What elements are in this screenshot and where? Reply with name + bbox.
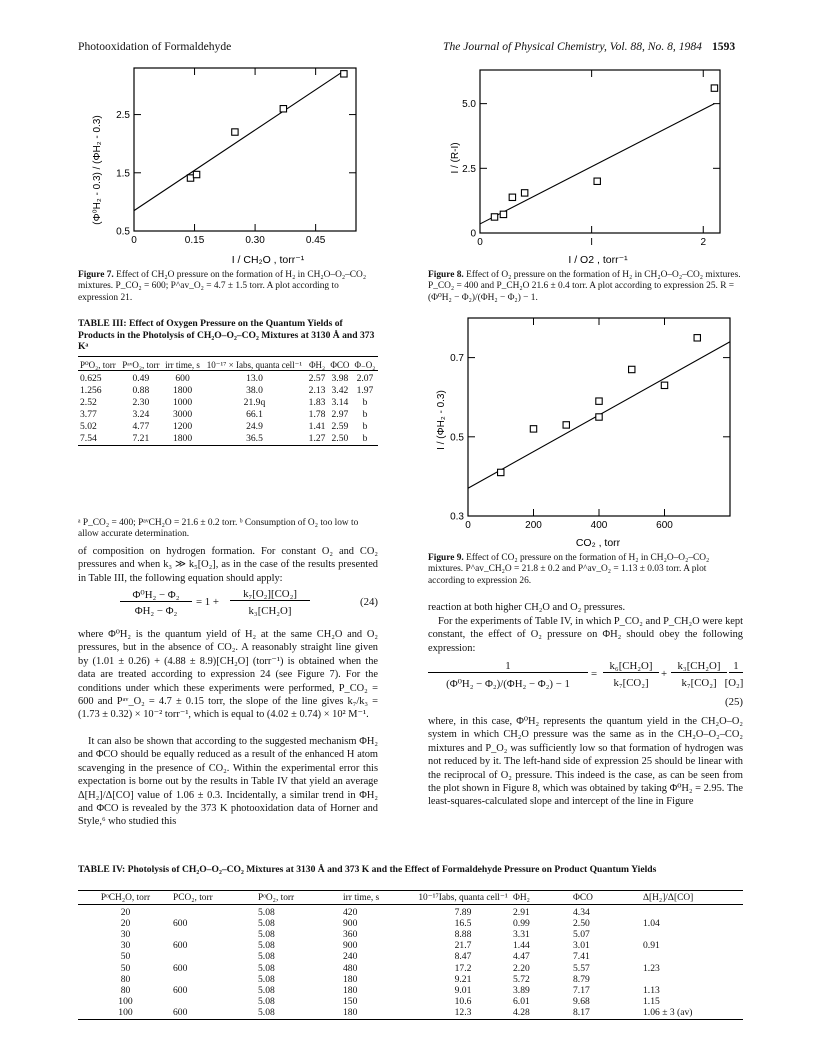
table-cell: 1.04 bbox=[643, 917, 660, 929]
x-tick-label: 600 bbox=[656, 520, 673, 531]
equation-24 bbox=[120, 588, 378, 624]
plot-frame bbox=[480, 70, 720, 233]
table-cell: 80 bbox=[120, 984, 131, 996]
table-cell: 1200 bbox=[172, 421, 193, 432]
table-cell: 100 bbox=[118, 1007, 133, 1019]
equation-25 bbox=[428, 660, 743, 714]
table-4-header-row bbox=[78, 893, 743, 904]
table-row bbox=[78, 974, 743, 985]
table-cell: 12.3 bbox=[454, 1007, 472, 1019]
eq25-lhs-den: (Φ⁰H₂ − Φ₂)/(ΦH₂ − Φ₂) − 1 bbox=[446, 678, 570, 690]
table-cell: 1.27 bbox=[308, 433, 326, 444]
table-cell: 0.88 bbox=[132, 385, 150, 396]
table-row bbox=[78, 985, 743, 996]
table-4-title: TABLE IV: Photolysis of CH₂O–O₂–CO₂ Mixtures at 3130 Å and 373 K and the Effect of Formaldehyde Pressure on Product Quantum Yields bbox=[78, 864, 657, 875]
figure-8-chart bbox=[428, 58, 743, 268]
y-tick-label: 5.0 bbox=[462, 99, 476, 111]
table-3-footnote: ᵃ P_CO₂ = 400; PᵃᵛCH₂O = 21.6 ± 0.2 torr. ᵇ Consumption of O₂ too low to allow accurate determination. bbox=[78, 518, 359, 540]
right-paragraph-1: reaction at both higher CH₂O and O₂ pressures. bbox=[428, 602, 626, 613]
table-row bbox=[78, 1007, 743, 1019]
table-cell: 4.47 bbox=[513, 951, 530, 963]
table-cell: 5.08 bbox=[258, 951, 275, 963]
running-head: Photooxidation of Formaldehyde bbox=[78, 40, 232, 53]
y-tick-label: 2.5 bbox=[116, 110, 130, 122]
eq24-denominator: ΦH₂ − Φ₂ bbox=[134, 605, 178, 617]
table-row bbox=[78, 421, 378, 433]
table-cell: 240 bbox=[343, 951, 358, 963]
figure-9-chart bbox=[428, 310, 743, 550]
eq25-t2-num: k₃[CH₂O] bbox=[671, 660, 727, 673]
data-point bbox=[187, 175, 193, 181]
table-cell: 5.07 bbox=[573, 928, 590, 940]
table-cell: 2.30 bbox=[132, 397, 150, 408]
table-cell: b bbox=[362, 409, 368, 420]
table-cell: 2.52 bbox=[80, 397, 97, 408]
eq25-t3-num: 1 bbox=[729, 660, 743, 673]
journal-citation: The Journal of Physical Chemistry, Vol. 88, No. 8, 1984 bbox=[443, 40, 702, 53]
y-tick-label: 0.5 bbox=[450, 432, 464, 444]
table-cell: 2.13 bbox=[308, 385, 326, 396]
table-cell: 3.24 bbox=[132, 409, 150, 420]
table-cell: 3.77 bbox=[80, 409, 97, 420]
page-number: 1593 bbox=[712, 40, 736, 53]
table-cell: 5.08 bbox=[258, 917, 275, 929]
table-cell bbox=[643, 951, 743, 962]
left-paragraph-1: of composition on hydrogen formation. For constant O₂ and CO₂ pressures and when k₃ ≫ k₅[O₂], as in the case of the results presented in Table III, the following equation should apply: bbox=[78, 546, 378, 584]
x-tick-label: 200 bbox=[525, 520, 542, 531]
figure-7-chart bbox=[78, 58, 378, 268]
table-cell: 20 bbox=[120, 906, 131, 918]
table-cell: 1800 bbox=[172, 385, 193, 396]
table-cell: 3.31 bbox=[513, 928, 530, 940]
table-cell: 2.59 bbox=[331, 421, 349, 432]
table-cell: 1.44 bbox=[513, 940, 530, 952]
table-cell: b bbox=[362, 433, 368, 444]
table-row bbox=[78, 996, 743, 1007]
table-cell: 2.20 bbox=[513, 962, 530, 974]
table-cell: 900 bbox=[343, 917, 358, 929]
table-cell bbox=[643, 929, 743, 940]
table-cell: 2.50 bbox=[573, 917, 590, 929]
table-cell: 50 bbox=[120, 962, 131, 974]
table-cell: 8.88 bbox=[454, 928, 472, 940]
table-cell: 480 bbox=[343, 962, 358, 974]
table-cell: b bbox=[362, 397, 368, 408]
table-cell: 5.08 bbox=[258, 962, 275, 974]
table-cell bbox=[173, 929, 258, 940]
table-cell bbox=[173, 974, 258, 985]
table-cell: 8.17 bbox=[573, 1007, 590, 1019]
table-cell: 360 bbox=[343, 928, 358, 940]
figure-9-caption: Figure 9. Effect of CO₂ pressure on the formation of H₂ in CH₂O–O₂–CO₂ mixtures. P^av_CH₂O = 21.8 ± 0.2 and P^av_O₂ = 1.13 ± 0.03 torr. A plot according to expression 26. bbox=[428, 553, 710, 586]
table-cell: 1.41 bbox=[308, 421, 326, 432]
t4-col-header: PᵒCH₂O, torr bbox=[100, 893, 151, 903]
table-cell: 3.01 bbox=[573, 940, 590, 952]
y-tick-label: 0.5 bbox=[116, 226, 130, 238]
eq24-number: (24) bbox=[360, 596, 378, 608]
table-cell: 36.5 bbox=[246, 433, 263, 444]
table-cell: 600 bbox=[173, 940, 188, 952]
table-cell: 180 bbox=[343, 984, 358, 996]
table-cell: 1.78 bbox=[308, 409, 326, 420]
eq25-t1-num: k₆[CH₂O] bbox=[603, 660, 659, 673]
table-cell: 1.13 bbox=[643, 984, 660, 996]
data-point bbox=[521, 190, 527, 196]
table-cell: 4.34 bbox=[573, 906, 590, 918]
data-point bbox=[280, 106, 286, 112]
eq25-lhs-num: 1 bbox=[428, 660, 588, 673]
table-cell: 7.54 bbox=[80, 433, 97, 444]
x-tick-label: 0 bbox=[465, 520, 471, 531]
eq24-frac-num: k₇[O₂][CO₂] bbox=[230, 588, 310, 601]
data-point bbox=[694, 335, 700, 341]
table-cell: 24.9 bbox=[246, 421, 263, 432]
table-cell: 4.77 bbox=[132, 421, 150, 432]
table-cell: 180 bbox=[343, 973, 358, 985]
table-cell: 7.17 bbox=[573, 984, 590, 996]
data-point bbox=[500, 211, 506, 217]
table-cell: 1800 bbox=[172, 433, 193, 444]
data-point bbox=[563, 422, 569, 428]
table-row bbox=[78, 918, 743, 929]
table-cell: 5.57 bbox=[573, 962, 590, 974]
t4-col-header: PCO₂, torr bbox=[173, 893, 213, 903]
fit-line bbox=[480, 104, 714, 224]
table-cell: 3000 bbox=[172, 409, 193, 420]
table-cell: 9.21 bbox=[454, 973, 472, 985]
table-cell: 4.28 bbox=[513, 1007, 530, 1019]
data-point bbox=[509, 194, 515, 200]
y-tick-label: 2.5 bbox=[462, 163, 476, 175]
table-cell: 8.79 bbox=[573, 973, 590, 985]
table-cell: 0.91 bbox=[643, 940, 660, 952]
data-point bbox=[193, 171, 199, 177]
eq24-equals: = 1 + bbox=[196, 596, 219, 608]
table-cell: 5.08 bbox=[258, 940, 275, 952]
x-tick-label: 2 bbox=[700, 237, 707, 248]
fig9-xlabel: CO₂ , torr bbox=[575, 537, 621, 549]
eq24-frac-den: k₃[CH₂O] bbox=[248, 605, 292, 617]
table-cell: 1.15 bbox=[643, 996, 660, 1008]
table-cell: 1000 bbox=[172, 397, 193, 408]
table-row bbox=[78, 409, 378, 421]
table-cell: 21.9q bbox=[243, 397, 266, 408]
table-cell: 900 bbox=[343, 940, 358, 952]
table-cell: 50 bbox=[120, 951, 131, 963]
table-cell bbox=[173, 904, 258, 918]
table-cell: 16.5 bbox=[454, 917, 472, 929]
data-point bbox=[498, 469, 504, 475]
table-cell: 5.08 bbox=[258, 973, 275, 985]
fit-line bbox=[134, 71, 344, 211]
t4-col-header: irr time, s bbox=[343, 893, 380, 903]
table-cell: 80 bbox=[120, 973, 131, 985]
table-row bbox=[78, 929, 743, 940]
right-paragraph-3: where, in this case, Φ⁰H₂ represents the quantum yield in the CH₂O–O₂ system in which CH₂O pressure was the same as in the CH₂O–O₂–CO₂ mixtures and P_O₂ was sufficiently low so that formation of hydrogen was not reduced by it. The left-hand side of expression 25 should be linear with the reciprocal of O₂ pressure. This indeed is the case, as can be seen from the plot shown in Figure 8, which was obtained by taking Φ⁰H₂ = 2.95. The least-squares-calculated slope and intercept of the line in Figure bbox=[428, 716, 743, 808]
table-4-rule-top bbox=[78, 890, 743, 891]
table-row bbox=[78, 963, 743, 974]
table-cell: 5.08 bbox=[258, 906, 275, 918]
table-cell: 2.50 bbox=[331, 433, 349, 444]
table-cell: 21.7 bbox=[454, 940, 472, 952]
t3-col-header: ΦH₂ bbox=[308, 360, 326, 370]
table-cell: 1.256 bbox=[80, 385, 102, 396]
eq24-numerator: Φ⁰H₂ − Φ₂ bbox=[120, 588, 192, 602]
table-cell: 600 bbox=[173, 984, 188, 996]
table-3-rule-top bbox=[78, 356, 378, 357]
table-cell: 7.89 bbox=[454, 906, 472, 918]
table-row bbox=[78, 371, 378, 386]
t3-col-header: 10⁻¹⁷ × Iabs, quanta cell⁻¹ bbox=[206, 360, 303, 370]
figure-7-caption: Figure 7. Effect of CH₂O pressure on the formation of H₂ in CH₂O–O₂–CO₂ mixtures. P_CO₂ = 600; P^av_O₂ = 4.7 ± 1.5 torr. A plot according to expression 21. bbox=[78, 270, 367, 303]
eq25-equals: = bbox=[591, 668, 598, 680]
table-cell: 600 bbox=[175, 373, 190, 384]
x-tick-label: 0.30 bbox=[245, 235, 265, 246]
t4-col-header: Δ[H₂]/Δ[CO] bbox=[643, 893, 694, 903]
table-cell: 600 bbox=[173, 917, 188, 929]
table-cell: 38.0 bbox=[246, 385, 263, 396]
y-tick-label: 1.5 bbox=[116, 168, 130, 180]
table-3-header-row bbox=[78, 360, 378, 371]
table-cell: 0.625 bbox=[80, 373, 102, 384]
table-3-title: TABLE III: Effect of Oxygen Pressure on the Quantum Yields of Products in the Photolysis of CH₂O–O₂–CO₂ Mixtures at 3130 Å and 373 Kᵃ bbox=[78, 318, 375, 353]
table-cell: 17.2 bbox=[454, 962, 472, 974]
table-cell: 5.08 bbox=[258, 1007, 275, 1019]
table-cell: 3.89 bbox=[513, 984, 530, 996]
table-cell: 0.99 bbox=[513, 917, 530, 929]
table-cell: 1.06 ± 3 (av) bbox=[643, 1007, 693, 1019]
table-cell: 7.41 bbox=[573, 951, 590, 963]
table-4 bbox=[78, 893, 743, 1020]
table-cell: 5.08 bbox=[258, 928, 275, 940]
data-point bbox=[491, 214, 497, 220]
data-point bbox=[596, 414, 602, 420]
table-row bbox=[78, 940, 743, 951]
table-cell: 600 bbox=[173, 962, 188, 974]
table-cell: 66.1 bbox=[246, 409, 263, 420]
table-cell: 1.83 bbox=[308, 397, 326, 408]
t3-col-header: P⁰O₂, torr bbox=[80, 360, 116, 370]
table-cell: 30 bbox=[120, 940, 131, 952]
table-cell: 2.07 bbox=[356, 373, 374, 384]
data-point bbox=[594, 178, 600, 184]
t4-col-header: ΦH₂ bbox=[513, 893, 530, 903]
table-3 bbox=[78, 360, 378, 446]
table-cell: 180 bbox=[343, 1007, 358, 1019]
fig9-ylabel: I / (ΦH₂ - 0.3) bbox=[436, 390, 447, 450]
eq25-t3-den: [O₂] bbox=[724, 677, 744, 689]
data-point bbox=[711, 85, 717, 91]
table-cell: 30 bbox=[120, 928, 131, 940]
table-row bbox=[78, 397, 378, 409]
fig7-xlabel: I / CH₂O , torr⁻¹ bbox=[231, 254, 305, 266]
table-cell: 5.72 bbox=[513, 973, 530, 985]
table-cell: 3.42 bbox=[331, 385, 349, 396]
table-cell: 5.02 bbox=[80, 421, 97, 432]
left-paragraph-2: where Φ⁰H₂ is the quantum yield of H₂ at the same CH₂O and O₂ pressures, but in the absence of CO₂. A reasonably straight line given by (1.01 ± 0.26) + (4.88 ± 8.9)[CH₂O] (torr⁻¹) is obtained when the data are treated according to expression 24 (see Figure 7). For the conditions under which these experiments were performed, P_CO₂ = 600 and Pᵃᵛ_O₂ = 4.7 ± 0.15 torr, the slope of the line gives k₇/k₃ = (1.73 ± 0.32) × 10⁻² torr⁻¹, which is equal to (4.02 ± 0.74) × 10² M⁻¹. bbox=[78, 629, 378, 721]
figure-8-caption: Figure 8. Effect of O₂ pressure on the formation of H₂ in CH₂O–O₂–CO₂ mixtures. P_CO₂ = 400 and P_CH₂O 21.6 ± 0.4 torr. A plot according to expression 25. R = (Φ⁰H₂ − Φ₂)/(ΦH₂ − Φ₂) − 1. bbox=[428, 270, 741, 303]
table-cell: 6.01 bbox=[513, 996, 530, 1008]
y-tick-label: 0.7 bbox=[450, 353, 464, 365]
table-cell: 2.57 bbox=[308, 373, 326, 384]
table-cell: 3.98 bbox=[331, 373, 349, 384]
table-cell: 10.6 bbox=[454, 996, 472, 1008]
t3-col-header: PᵃᵛO₂, torr bbox=[122, 360, 160, 370]
x-tick-label: I bbox=[590, 237, 594, 248]
table-cell bbox=[173, 996, 258, 1007]
x-tick-label: 0 bbox=[131, 235, 137, 246]
x-tick-label: 0.45 bbox=[305, 235, 326, 246]
eq25-t1-den: k₇[CO₂] bbox=[613, 677, 649, 689]
table-row bbox=[78, 433, 378, 446]
x-tick-label: 400 bbox=[590, 520, 608, 531]
eq25-number: (25) bbox=[725, 696, 743, 708]
t4-col-header: ΦCO bbox=[573, 893, 593, 903]
table-cell: 5.08 bbox=[258, 996, 275, 1008]
t3-col-header: Φ₋O₂ bbox=[354, 360, 376, 370]
x-tick-label: 0 bbox=[477, 237, 483, 248]
table-row bbox=[78, 904, 743, 918]
data-point bbox=[341, 71, 347, 77]
left-paragraph-3: It can also be shown that according to the suggested mechanism ΦH₂ and ΦCO should be equally reduced as a result of the enhanced H atom scavenging in the presence of CO₂. Within the experimental error this expectation is borne out by the results in Table IV that yield an average Δ[H₂]/Δ[CO] value of 1.06 ± 0.3. Incidentally, a similar trend in ΦH₂ and ΦCO is revealed by the 373 K photooxidation data of Horner and Style,⁶ who studied this bbox=[78, 736, 378, 828]
table-cell: 420 bbox=[343, 906, 358, 918]
y-tick-label: 0 bbox=[470, 228, 476, 240]
table-cell: 9.01 bbox=[454, 984, 472, 996]
table-row bbox=[78, 951, 743, 962]
table-cell: 150 bbox=[343, 996, 358, 1008]
t3-col-header: ΦCO bbox=[330, 360, 350, 370]
table-cell bbox=[173, 951, 258, 962]
y-tick-label: 0.3 bbox=[450, 511, 464, 523]
eq25-plus: + bbox=[661, 668, 668, 680]
data-point bbox=[629, 366, 635, 372]
data-point bbox=[596, 398, 602, 404]
data-point bbox=[232, 129, 238, 135]
right-paragraph-2: For the experiments of Table IV, in which P_CO₂ and P_CH₂O were kept constant, the effect of O₂ pressure on ΦH₂ should obey the following expression: bbox=[428, 616, 743, 654]
eq25-t2-den: k₇[CO₂] bbox=[681, 677, 717, 689]
table-cell: 3.14 bbox=[331, 397, 349, 408]
table-cell: 2.97 bbox=[331, 409, 349, 420]
t4-col-header: PᵒO₂, torr bbox=[258, 893, 295, 903]
table-cell: 9.68 bbox=[573, 996, 590, 1008]
plot-frame bbox=[134, 68, 356, 231]
table-row bbox=[78, 385, 378, 397]
table-cell: 100 bbox=[118, 996, 133, 1008]
table-cell: 8.47 bbox=[454, 951, 472, 963]
data-point bbox=[530, 426, 536, 432]
table-cell: 0.49 bbox=[132, 373, 150, 384]
table-cell: 1.97 bbox=[356, 385, 374, 396]
t3-col-header: irr time, s bbox=[165, 360, 200, 370]
table-cell bbox=[643, 974, 743, 985]
fig7-ylabel: (Φ⁰H₂ - 0.3) / (ΦH₂ - 0.3) bbox=[92, 115, 103, 225]
fig8-xlabel: I / O2 , torr⁻¹ bbox=[568, 254, 628, 266]
table-cell: 600 bbox=[173, 1007, 188, 1019]
table-cell: 5.08 bbox=[258, 984, 275, 996]
table-cell: 2.91 bbox=[513, 906, 530, 918]
table-cell: 7.21 bbox=[132, 433, 150, 444]
table-cell bbox=[643, 904, 743, 918]
data-point bbox=[661, 382, 667, 388]
table-cell: 1.23 bbox=[643, 962, 660, 974]
t4-col-header: 10⁻¹⁷Iabs, quanta cell⁻¹ bbox=[418, 893, 508, 903]
table-cell: 20 bbox=[120, 917, 131, 929]
x-tick-label: 0.15 bbox=[184, 235, 205, 246]
fig8-ylabel: I / (R-I) bbox=[450, 142, 461, 174]
table-cell: 13.0 bbox=[246, 373, 263, 384]
table-cell: b bbox=[362, 421, 368, 432]
